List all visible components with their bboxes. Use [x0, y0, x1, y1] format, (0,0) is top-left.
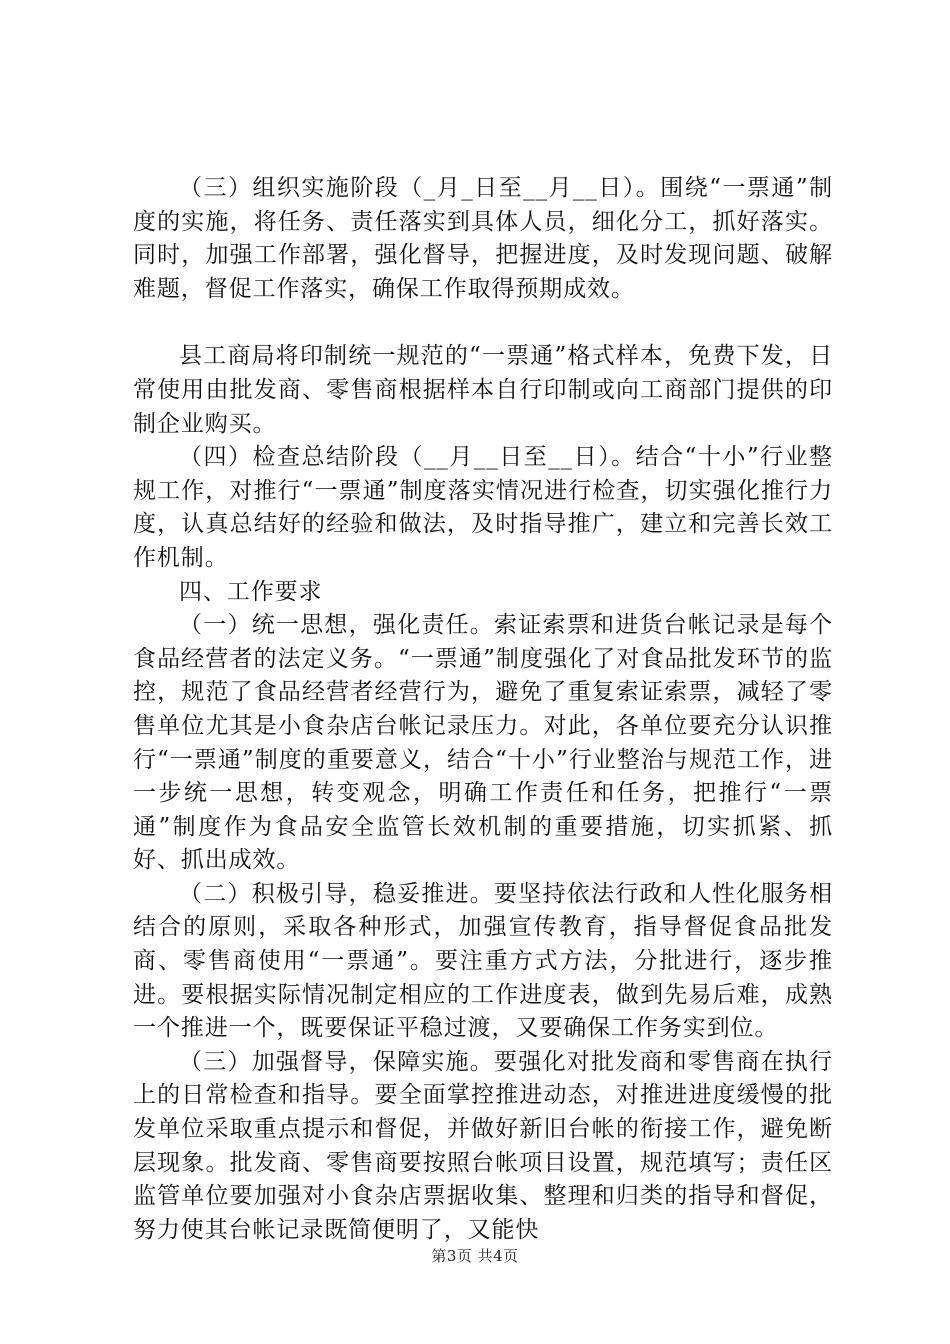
page-footer [0, 1245, 950, 1266]
paragraph-requirement-one: （一）统一思想，强化责任。索证索票和进货台帐记录是每个食品经营者的法定义务。“一票通”制度强化了对食品批发环节的监控，规范了食品经营者经营行为，避免了重复索证索票，减轻了零售单位尤其是小食杂店台帐记录压力。对此，各单位要充分认识推行“一票通”制度的重要意义，结合“十小”行业整治与规范工作，进一步统一思想，转变观念，明确工作责任和任务，把推行“一票通”制度作为食品安全监管长效机制的重要措施，切实抓紧、抓好、抓出成效。 [133, 612, 833, 874]
page-number-label: 第3页 共4页 [431, 1247, 519, 1265]
section-heading-work-requirements: 四、工作要求 [179, 578, 323, 605]
paragraph-implementation-phase: （三）组织实施阶段（_月_日至__月__日）。围绕“一票通”制度的实施，将任务、责任落实到具体人员，细化分工，抓好落实。同时，加强工作部署，强化督导，把握进度，及时发现问题、破解难题，督促工作落实，确保工作取得预期成效。 [133, 175, 833, 302]
paragraph-gap [133, 306, 833, 340]
paragraph-template-printing: 县工商局将印制统一规范的“一票通”格式样本，免费下发，日常使用由批发商、零售商根据样本自行印制或向工商部门提供的印制企业购买。 [133, 343, 833, 437]
paragraph-requirement-two: （二）积极引导，稳妥推进。要坚持依法行政和人性化服务相结合的原则，采取各种形式，加强宣传教育，指导督促食品批发商、零售商使用“一票通”。要注重方式方法，分批进行，逐步推进。要根据实际情况制定相应的工作进度表，做到先易后难，成熟一个推进一个，既要保证平稳过渡，又要确保工作务实到位。 [133, 880, 833, 1042]
document-body [133, 172, 833, 1247]
paragraph-requirement-three: （三）加强督导，保障实施。要强化对批发商和零售商在执行上的日常检查和指导。要全面掌控推进动态，对推进进度缓慢的批发单位采取重点提示和督促，并做好新旧台帐的衔接工作，避免断层现象。批发商、零售商要按照台帐项目设置，规范填写；责任区监管单位要加强对小食杂店票据收集、整理和归类的指导和督促，努力使其台帐记录既简便明了，又能快 [133, 1048, 833, 1243]
paragraph-inspection-phase: （四）检查总结阶段（__月__日至__日）。结合“十小”行业整规工作，对推行“一票通”制度落实情况进行检查，切实强化推行力度，认真总结好的经验和做法，及时指导推广，建立和完善长效工作机制。 [133, 444, 833, 571]
